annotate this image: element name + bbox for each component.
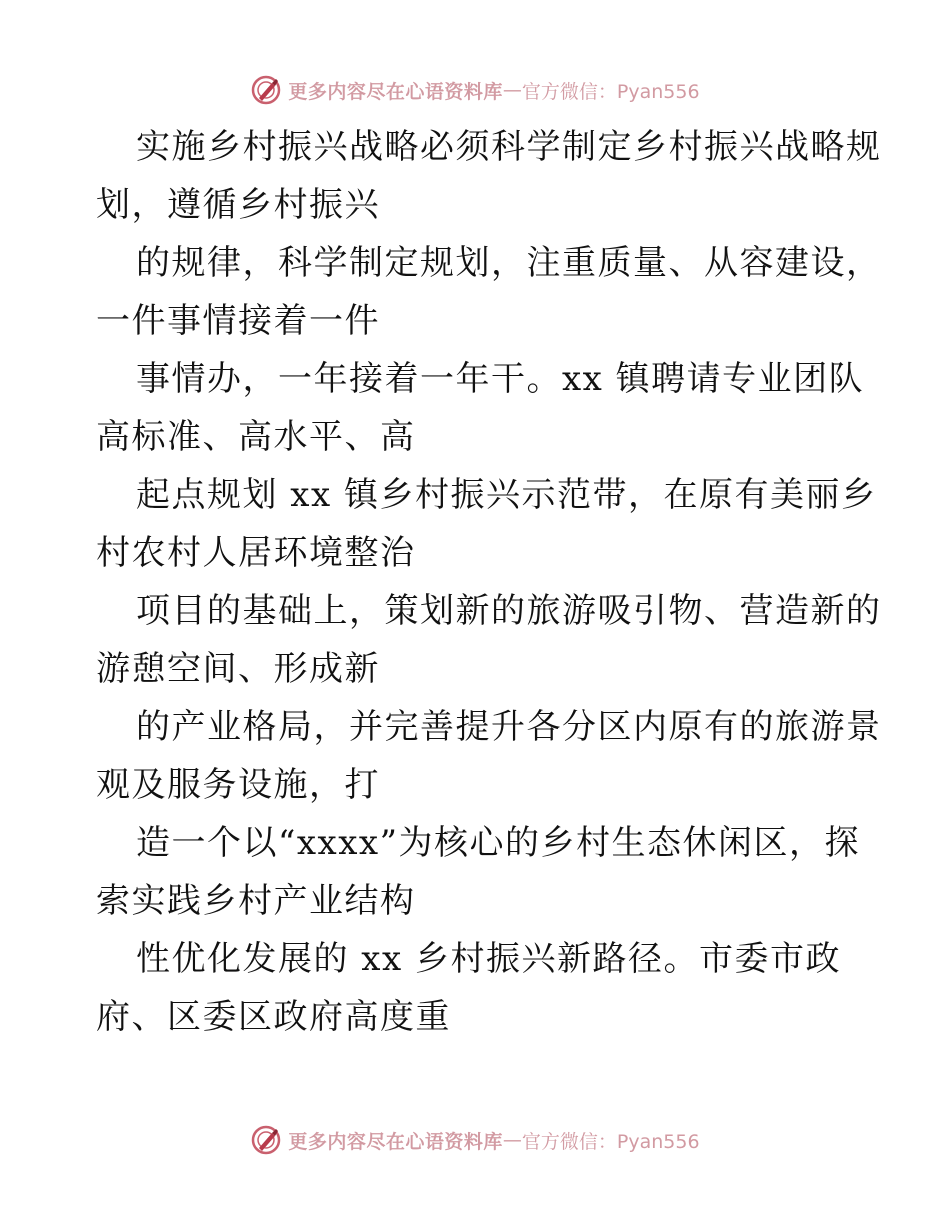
paragraph-line: 实施乡村振兴战略必须科学制定乡村振兴战略规 xyxy=(136,127,882,167)
paragraph-line: 村农村人居环境整治 xyxy=(96,533,416,573)
watermark-site-text: 更多内容尽在心语资料库 xyxy=(288,80,503,103)
footer-watermark xyxy=(0,1120,950,1160)
paragraph xyxy=(96,466,877,582)
paragraph-line: 性优化发展的 xx 乡村振兴新路径。市委市政 xyxy=(136,939,841,979)
watermark-official-text: 官方微信：Pyan556 xyxy=(521,80,700,103)
watermark-site-text: 更多内容尽在心语资料库 xyxy=(288,1130,503,1153)
paragraph xyxy=(96,350,866,466)
paragraph-line: 事情办，一年接着一年干。xx 镇聘请专业团队 xyxy=(136,359,865,399)
pen-seal-icon xyxy=(250,1124,282,1156)
watermark-separator: — xyxy=(502,1129,522,1151)
paragraph xyxy=(96,582,882,698)
paragraph xyxy=(96,234,882,350)
header-watermark xyxy=(0,70,950,110)
paragraph-line: 游憩空间、形成新 xyxy=(96,649,380,689)
pen-seal-icon xyxy=(250,74,282,106)
document-body xyxy=(96,118,882,1046)
paragraph xyxy=(96,930,866,1046)
paragraph-line: 起点规划 xx 镇乡村振兴示范带，在原有美丽乡 xyxy=(136,475,877,515)
paragraph-line: 府、区委区政府高度重 xyxy=(96,997,451,1037)
watermark-official-text: 官方微信：Pyan556 xyxy=(521,1130,700,1153)
paragraph-line: 划，遵循乡村振兴 xyxy=(96,185,380,225)
paragraph xyxy=(96,118,882,234)
paragraph xyxy=(96,814,866,930)
paragraph-line: 观及服务设施，打 xyxy=(96,765,380,805)
paragraph-line: 的规律，科学制定规划，注重质量、从容建设， xyxy=(136,243,882,283)
watermark-separator: — xyxy=(502,79,522,101)
paragraph-line: 造一个以“xxxx”为核心的乡村生态休闲区，探 xyxy=(136,823,860,863)
paragraph-line: 一件事情接着一件 xyxy=(96,301,380,341)
paragraph-line: 索实践乡村产业结构 xyxy=(96,881,416,921)
paragraph xyxy=(96,698,882,814)
paragraph-line: 高标准、高水平、高 xyxy=(96,417,416,457)
paragraph-line: 的产业格局，并完善提升各分区内原有的旅游景 xyxy=(136,707,882,747)
paragraph-line: 项目的基础上，策划新的旅游吸引物、营造新的 xyxy=(136,591,882,631)
